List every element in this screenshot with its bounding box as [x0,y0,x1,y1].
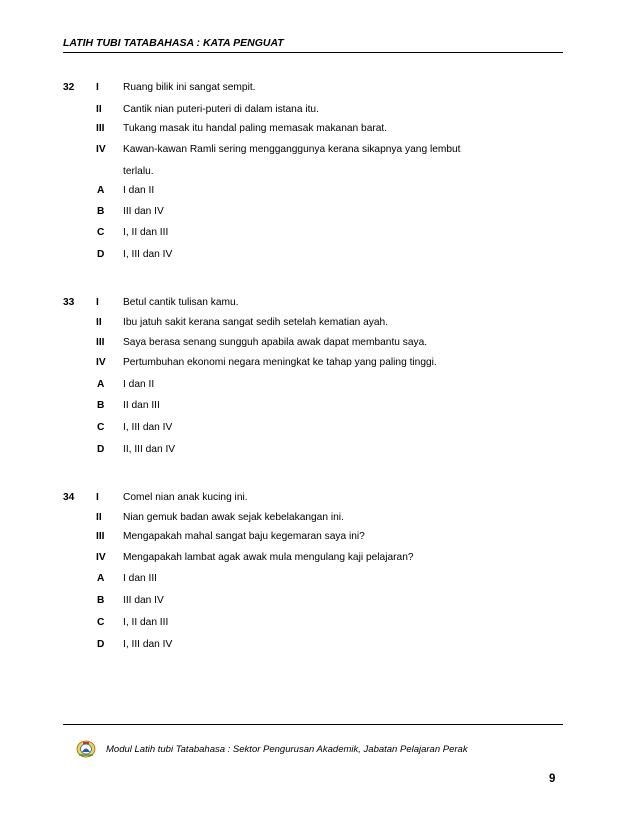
statement-roman: III [96,531,105,542]
statement-continuation-row [0,164,638,180]
option-letter: C [97,422,105,433]
option-row [0,420,638,436]
option-text: I, II dan III [123,617,169,628]
option-letter: A [97,185,105,196]
question-number: 34 [63,492,75,503]
option-row [0,398,638,414]
statement-roman: I [96,82,99,93]
option-letter: A [97,379,105,390]
option-row [0,183,638,199]
option-text: II dan III [123,400,160,411]
option-row [0,377,638,393]
statement-row [0,142,638,158]
footer-caption: Modul Latih tubi Tatabahasa : Sektor Pengurusan Akademik, Jabatan Pelajaran Perak [106,744,468,755]
option-text: I dan II [123,185,155,196]
option-letter: B [97,206,105,217]
statement-roman: III [96,337,105,348]
statement-row [0,355,638,371]
statement-row [0,335,638,351]
option-letter: D [97,249,105,260]
option-letter: C [97,617,105,628]
statement-roman: IV [96,357,106,368]
option-text: I, III dan IV [123,249,173,260]
question-number: 33 [63,297,75,308]
option-letter: C [97,227,105,238]
option-row [0,571,638,587]
page-number: 9 [549,773,556,785]
statement-row [0,102,638,118]
header-divider [63,52,563,53]
statement-row [0,121,638,137]
option-row [0,247,638,263]
statement-row [0,315,638,331]
option-text: II, III dan IV [123,444,176,455]
question-number: 32 [63,82,75,93]
option-row [0,615,638,631]
option-letter: D [97,639,105,650]
statement-text: Tukang masak itu handal paling memasak makanan barat. [123,123,388,134]
option-row [0,442,638,458]
statement-roman: II [96,512,102,523]
option-row [0,593,638,609]
option-text: III dan IV [123,206,164,217]
statement-roman: II [96,104,102,115]
option-text: I, III dan IV [123,422,173,433]
statement-text: Comel nian anak kucing ini. [123,492,248,503]
option-text: I, II dan III [123,227,169,238]
option-letter: B [97,595,105,606]
statement-text: Betul cantik tulisan kamu. [123,297,239,308]
statement-text: Pertumbuhan ekonomi negara meningkat ke tahap yang paling tinggi. [123,357,437,368]
statement-text: Mengapakah mahal sangat baju kegemaran saya ini? [123,531,365,542]
statement-text: Saya berasa senang sungguh apabila awak dapat membantu saya. [123,337,428,348]
statement-text: Ibu jatuh sakit kerana sangat sedih setelah kematian ayah. [123,317,389,328]
option-row [0,225,638,241]
statement-roman: I [96,492,99,503]
statement-text: Mengapakah lambat agak awak mula mengulang kaji pelajaran? [123,552,414,563]
statement-continuation: terlalu. [123,166,154,177]
statement-text: Cantik nian puteri-puteri di dalam istana itu. [123,104,319,115]
statement-text: Ruang bilik ini sangat sempit. [123,82,256,93]
statement-row [0,550,638,566]
statement-row [0,529,638,545]
option-text: III dan IV [123,595,164,606]
footer-divider [63,724,563,725]
option-letter: B [97,400,105,411]
option-row [0,637,638,653]
statement-roman: III [96,123,105,134]
option-row [0,204,638,220]
state-crest-icon [76,740,96,758]
page-header-title: LATIH TUBI TATABAHASA : KATA PENGUAT [63,37,284,49]
statement-row [0,295,638,311]
statement-roman: IV [96,552,106,563]
option-text: I, III dan IV [123,639,173,650]
option-letter: A [97,573,105,584]
statement-text: Kawan-kawan Ramli sering mengganggunya kerana sikapnya yang lembut [123,144,461,155]
option-text: I dan III [123,573,157,584]
statement-roman: I [96,297,99,308]
statement-row [0,510,638,526]
statement-row [0,80,638,96]
statement-roman: II [96,317,102,328]
statement-row [0,490,638,506]
option-letter: D [97,444,105,455]
statement-text: Nian gemuk badan awak sejak kebelakangan ini. [123,512,344,523]
statement-roman: IV [96,144,106,155]
option-text: I dan II [123,379,155,390]
